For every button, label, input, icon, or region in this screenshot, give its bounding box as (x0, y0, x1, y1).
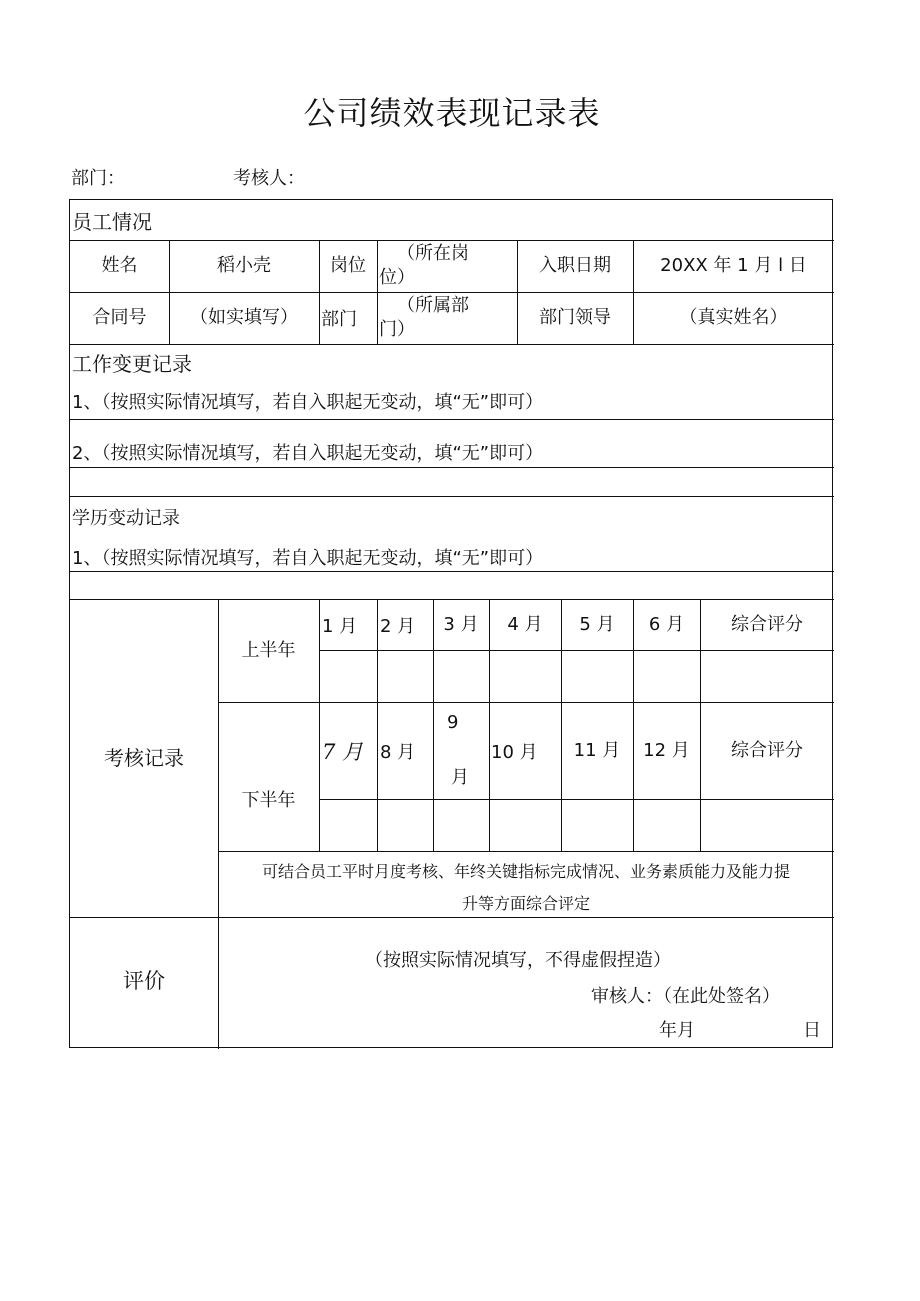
leader-value: （真实姓名） (679, 307, 788, 329)
work-change-item: 2、（按照实际情况填写，若自入职起无变动，填“无”即可） (72, 443, 544, 464)
post-value-line: 位） (379, 267, 415, 288)
month-header: 1 月 (322, 615, 358, 637)
assessment-note (218, 856, 834, 916)
dept-value-line: 门） (379, 319, 415, 340)
date-year-month: 年月 (659, 1020, 695, 1041)
month-header: 12 月 (643, 739, 690, 761)
month-header: 2 月 (380, 615, 416, 637)
first-half-label: 上半年 (241, 639, 296, 661)
row-divider (70, 496, 834, 497)
department-label: 部门： (71, 168, 125, 189)
department-field-value (377, 292, 517, 344)
work-change-title: 工作变更记录 (72, 351, 192, 376)
post-value-line: （所在岗 (397, 243, 469, 264)
second-half-label: 下半年 (241, 789, 296, 811)
month-header: 7 月 (322, 739, 364, 764)
month-header: 3 月 (443, 613, 479, 635)
assessment-label: 考核记录 (104, 746, 184, 770)
row-divider (218, 851, 834, 852)
month-header: 8 月 (380, 741, 416, 763)
employee-section-title: 员工情况 (72, 209, 152, 234)
education-change-item: 1、（按照实际情况填写，若自入职起无变动，填“无”即可） (72, 548, 544, 569)
row-divider (70, 419, 834, 420)
row-divider (319, 799, 834, 800)
row-divider (70, 467, 834, 468)
contract-value: （如实填写） (190, 307, 298, 329)
education-change-title: 学历变动记录 (72, 508, 180, 529)
department-field-label: 部门 (321, 309, 357, 330)
work-change-item: 1、（按照实际情况填写，若自入职起无变动，填“无”即可） (72, 392, 544, 413)
leader-label: 部门领导 (539, 307, 611, 329)
assessment-note-line: 升等方面综合评定 (461, 894, 590, 913)
post-label: 岗位 (330, 255, 366, 277)
dept-value-line: （所属部 (397, 295, 469, 316)
month-header: 5 月 (579, 613, 615, 635)
month-header: 11 月 (573, 739, 621, 761)
month-unit: 月 (451, 767, 469, 788)
post-value (377, 240, 517, 292)
page-title: 公司绩效表现记录表 (303, 94, 601, 132)
month-number: 9 (447, 712, 459, 733)
evaluation-label: 评价 (123, 969, 165, 994)
assessment-note-line: 可结合员工平时月度考核、年终关键指标完成情况、业务素质能力及能力提 (261, 862, 790, 881)
entry-date-value: 20XX 年 1 月 l 日 (660, 255, 807, 277)
date-day: 日 (803, 1020, 821, 1041)
performance-form (69, 199, 833, 1048)
evaluation-instruction: （按照实际情况填写，不得虚假捏造） (365, 950, 671, 971)
name-label: 姓名 (101, 255, 138, 277)
contract-label: 合同号 (92, 307, 147, 329)
entry-date-label: 入职日期 (539, 255, 611, 277)
overall-score-header: 综合评分 (731, 613, 803, 635)
row-divider (319, 650, 834, 651)
month-header: 10 月 (491, 741, 538, 763)
overall-score-header: 综合评分 (731, 739, 803, 761)
month-header: 6 月 (648, 613, 685, 635)
month-header (433, 702, 489, 799)
month-header: 4 月 (507, 613, 543, 635)
name-value: 稻小壳 (217, 255, 271, 277)
reviewer-signature: 审核人：（在此处签名） (591, 986, 780, 1007)
assessor-label: 考核人： (233, 168, 305, 189)
